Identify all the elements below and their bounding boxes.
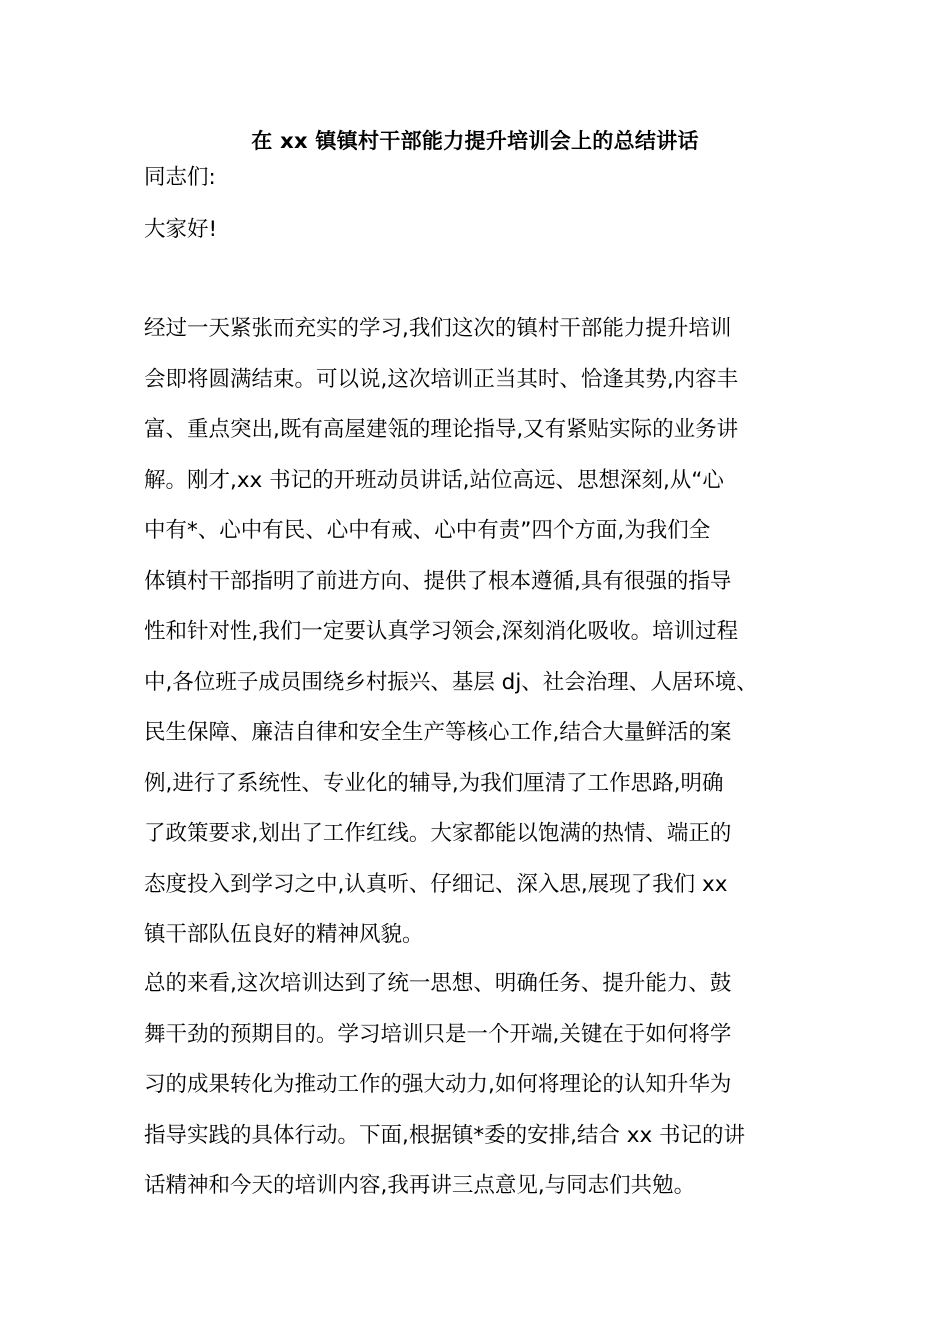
paragraph-line: 话精神和今天的培训内容,我再讲三点意见,与同志们共勉。 bbox=[144, 1173, 696, 1198]
document-title: 在 xx 镇镇村干部能力提升培训会上的总结讲话 bbox=[251, 129, 699, 153]
paragraph-line: 态度投入到学习之中,认真听、仔细记、深入思,展现了我们 xx bbox=[144, 871, 728, 897]
paragraph-line: 解。刚才,xx 书记的开班动员讲话,站位高远、思想深刻,从“心 bbox=[144, 467, 724, 493]
paragraph-line: 民生保障、廉洁自律和安全生产等核心工作,结合大量鲜活的案 bbox=[144, 720, 732, 745]
paragraph-line: 体镇村干部指明了前进方向、提供了根本遵循,具有很强的指导 bbox=[144, 568, 732, 594]
paragraph-line: 会即将圆满结束。可以说,这次培训正当其时、恰逢其势,内容丰 bbox=[144, 366, 739, 392]
greeting bbox=[144, 205, 217, 256]
salutation bbox=[144, 153, 216, 204]
paragraph-line: 性和针对性,我们一定要认真学习领会,深刻消化吸收。培训过程 bbox=[144, 619, 739, 644]
paragraph-line: 舞干劲的预期目的。学习培训只是一个开端,关键在于如何将学 bbox=[144, 1021, 732, 1047]
paragraph-line: 指导实践的具体行动。下面,根据镇*委的安排,结合 xx 书记的讲 bbox=[144, 1122, 746, 1148]
paragraph-line: 镇干部队伍良好的精神风貌。 bbox=[144, 922, 424, 947]
greeting-text: 大家好! bbox=[144, 217, 218, 242]
paragraph-line: 中,各位班子成员围绕乡村振兴、基层 dj、社会治理、人居环境、 bbox=[144, 669, 758, 695]
paragraph-line: 富、重点突出,既有高屋建瓴的理论指导,又有紧贴实际的业务讲 bbox=[144, 417, 739, 442]
paragraph-2 bbox=[144, 959, 745, 1212]
paragraph-line: 习的成果转化为推动工作的强大动力,如何将理论的认知升华为 bbox=[144, 1072, 732, 1097]
paragraph-1 bbox=[144, 304, 758, 961]
paragraph-line: 总的来看,这次培训达到了统一思想、明确任务、提升能力、鼓 bbox=[144, 971, 732, 996]
paragraph-line: 中有*、心中有民、心中有戒、心中有责”四个方面,为我们全 bbox=[144, 518, 711, 543]
salutation-text: 同志们: bbox=[144, 165, 216, 190]
paragraph-line: 经过一天紧张而充实的学习,我们这次的镇村干部能力提升培训 bbox=[144, 316, 732, 341]
paragraph-line: 例,进行了系统性、专业化的辅导,为我们厘清了工作思路,明确 bbox=[144, 770, 724, 796]
paragraph-line: 了政策要求,划出了工作红线。大家都能以饱满的热情、端正的 bbox=[144, 821, 732, 846]
